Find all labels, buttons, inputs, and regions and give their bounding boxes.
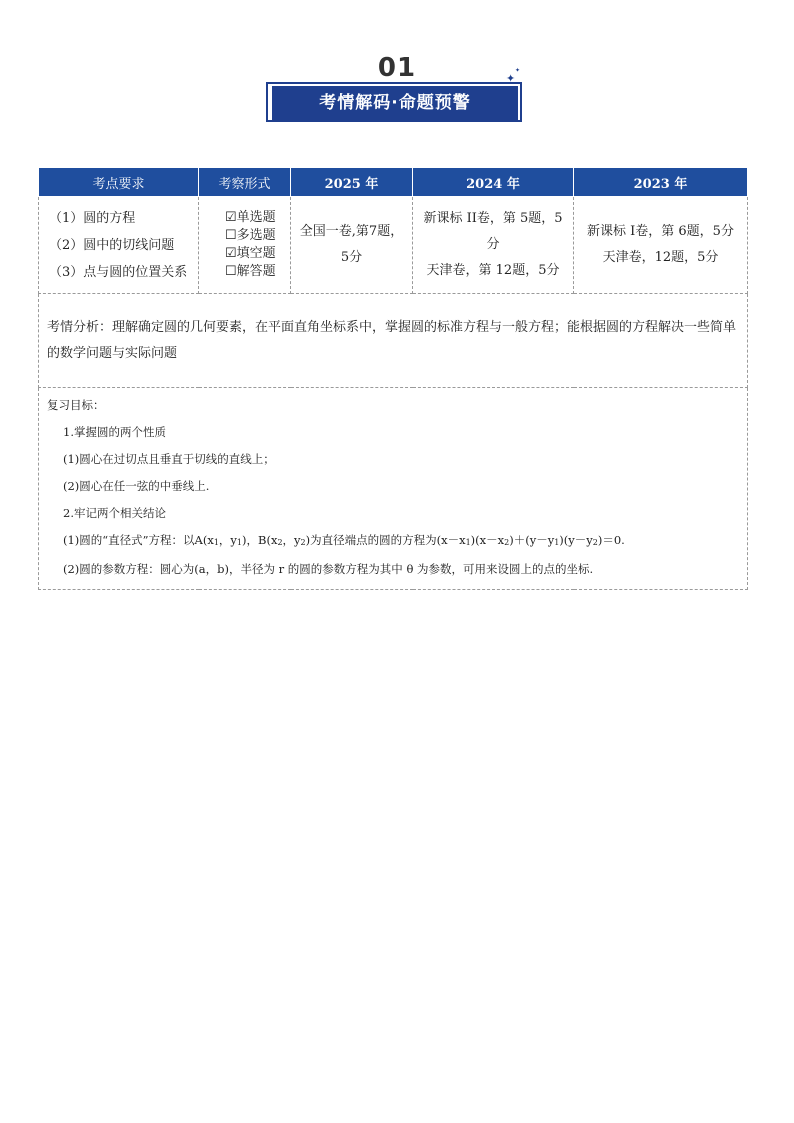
year-2023-cell [574, 197, 748, 294]
exam-entry: 分 [486, 237, 500, 252]
review-line: (1)圆心在过切点且垂直于切线的直线上； [63, 452, 275, 466]
exam-analysis-table [38, 167, 748, 590]
checkbox-checked-icon: ☑ [225, 210, 237, 225]
header-cell: 考点要求 [39, 168, 199, 197]
table-row [39, 294, 748, 388]
review-line: 2.牢记两个相关结论 [63, 506, 166, 520]
header-cell: 2023 年 [574, 168, 748, 197]
form-item [225, 263, 290, 281]
form-item [225, 227, 290, 245]
exam-point: （3）点与圆的位置关系 [49, 264, 188, 280]
sparkle-small-icon: ✦ [515, 67, 521, 74]
header-cell: 考察形式 [199, 168, 291, 197]
section-number: 01 [377, 53, 417, 83]
section-header [0, 52, 794, 132]
review-line: (2)圆心在任一弦的中垂线上. [63, 479, 210, 493]
form-label: 解答题 [236, 264, 276, 279]
question-forms-cell [199, 197, 291, 294]
form-label: 单选题 [236, 210, 276, 225]
exam-point: （1）圆的方程 [49, 210, 136, 226]
exam-point: （2）圆中的切线问题 [49, 237, 175, 253]
year-2025-cell [291, 197, 413, 294]
review-goals-cell [39, 388, 748, 590]
header-cell: 2025 年 [291, 168, 413, 197]
table-row [39, 388, 748, 590]
form-item [225, 245, 290, 263]
review-line: (2)圆的参数方程：圆心为(a，b)，半径为 r 的圆的参数方程为其中 θ 为参数，可用来设圆上的点的坐标. [63, 562, 594, 576]
form-label: 填空题 [236, 246, 276, 261]
table-row [39, 197, 748, 294]
year-2024-cell [413, 197, 574, 294]
table-header-row [39, 168, 748, 197]
form-item [225, 209, 290, 227]
diameter-equation-line: (1)圆的“直径式”方程：以$A(x_1$，$y_1$)，$B(x_2$，$y_2$)为直径端点的圆的方程为$(x-x_1)(x-x_2)+(y-y_1)(y-y_2)=0$. [63, 533, 625, 547]
exam-entry: 新课标 I卷，第 6题，5分 [587, 224, 734, 239]
sparkle-icon: ✦ [506, 72, 516, 85]
form-label: 多选题 [236, 228, 276, 243]
review-title: 复习目标： [47, 398, 105, 412]
exam-entry: 天津卷，12题，5分 [602, 250, 719, 265]
checkbox-empty-icon: ☐ [225, 264, 237, 279]
banner-title: 考情解码·命题预警 [272, 86, 518, 120]
checkbox-empty-icon: ☐ [225, 228, 237, 243]
review-line: 1.掌握圆的两个性质 [63, 425, 166, 439]
header-cell: 2024 年 [413, 168, 574, 197]
exam-entry: 5分 [340, 250, 363, 265]
exam-entry: 新课标 II卷，第 5题，5 [423, 211, 563, 226]
analysis-cell: 考情分析：理解确定圆的几何要素，在平面直角坐标系中，掌握圆的标准方程与一般方程；能根据圆的方程解决一些简单的数学问题与实际问题 [39, 294, 748, 388]
exam-entry: 全国一卷,第7题， [299, 224, 404, 239]
exam-entry: 天津卷，第 12题，5分 [426, 263, 560, 278]
exam-points-cell [39, 197, 199, 294]
checkbox-checked-icon: ☑ [225, 246, 237, 261]
